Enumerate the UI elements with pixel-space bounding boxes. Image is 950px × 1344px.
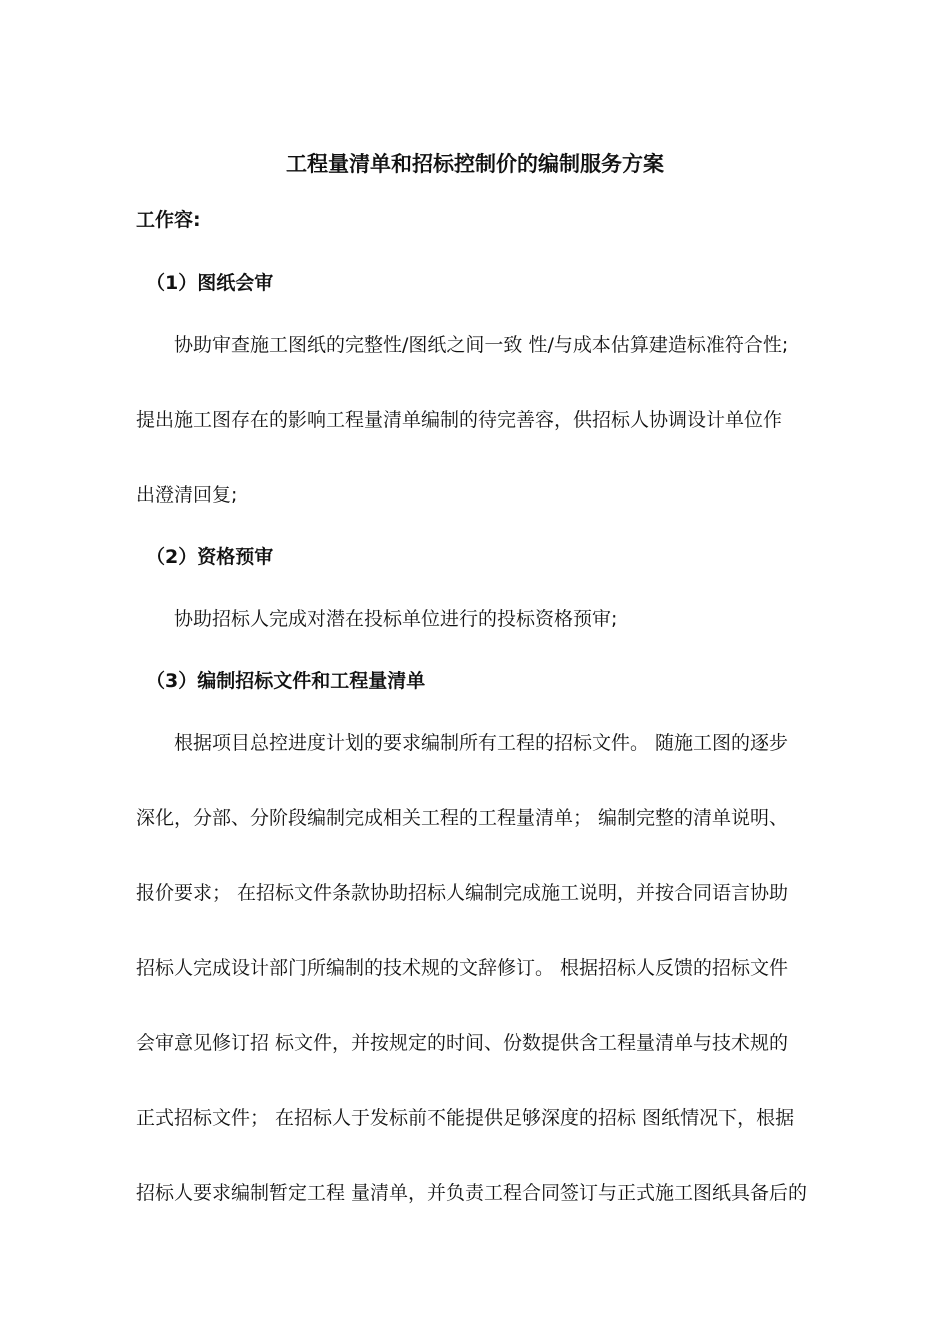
- item-heading-1: （1）图纸会审: [146, 272, 274, 294]
- paragraph-line: 招标人完成设计部门所编制的技术规的文辞修订。 根据招标人反馈的招标文件: [136, 957, 789, 979]
- section-heading: 工作容:: [136, 209, 201, 231]
- paragraph-line: 协助审查施工图纸的完整性/图纸之间一致 性/与成本估算建造标准符合性;: [174, 334, 789, 356]
- paragraph-line: 提出施工图存在的影响工程量清单编制的待完善容，供招标人协调设计单位作: [136, 409, 783, 431]
- paragraph-line: 根据项目总控进度计划的要求编制所有工程的招标文件。 随施工图的逐步: [174, 732, 789, 754]
- paragraph-line: 正式招标文件； 在招标人于发标前不能提供足够深度的招标 图纸情况下，根据: [136, 1107, 795, 1129]
- paragraph-line: 深化，分部、分阶段编制完成相关工程的工程量清单； 编制完整的清单说明、: [136, 807, 789, 829]
- paragraph-line: 协助招标人完成对潜在投标单位进行的投标资格预审;: [174, 608, 618, 630]
- paragraph-line: 会审意见修订招 标文件，并按规定的时间、份数提供含工程量清单与技术规的: [136, 1032, 789, 1054]
- document-title: 工程量清单和招标控制价的编制服务方案: [286, 152, 664, 176]
- paragraph-line: 报价要求； 在招标文件条款协助招标人编制完成施工说明，并按合同语言协助: [136, 882, 789, 904]
- item-heading-2: （2）资格预审: [146, 546, 274, 568]
- paragraph-line: 招标人要求编制暂定工程 量清单，并负责工程合同签订与正式施工图纸具备后的: [136, 1182, 808, 1204]
- item-heading-3: （3）编制招标文件和工程量清单: [146, 670, 426, 692]
- paragraph-line: 出澄清回复;: [136, 484, 238, 506]
